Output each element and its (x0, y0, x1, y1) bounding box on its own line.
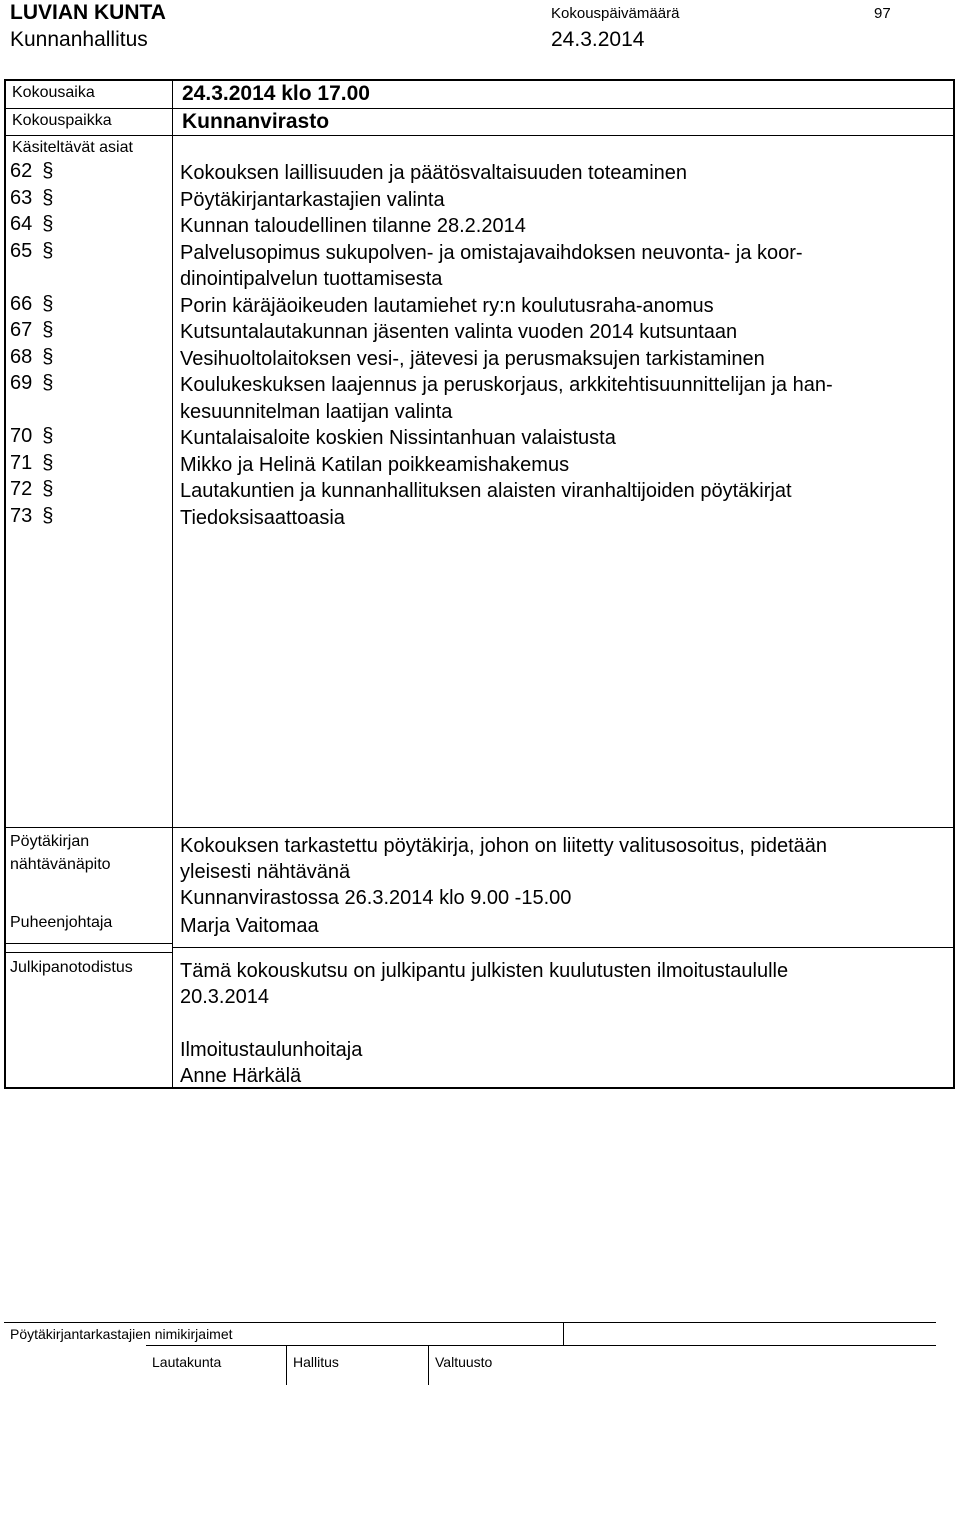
agenda-item-number (10, 346, 53, 369)
meeting-date: 24.3.2014 (551, 28, 645, 51)
agenda-item-number (10, 187, 53, 210)
signatures-divider (563, 1322, 564, 1345)
agenda-number-text: 65 (10, 239, 33, 262)
agenda-number-text: 70 (10, 425, 33, 447)
agenda-number-text: 64 (10, 213, 33, 235)
agenda-item-number (10, 425, 53, 448)
signatures-title: Pöytäkirjantarkastajien nimikirjaimet (10, 1326, 233, 1342)
row-divider (172, 947, 953, 948)
column-divider (172, 81, 173, 1087)
governing-body: Kunnanhallitus (10, 28, 148, 51)
agenda-item-title: dinointipalvelun tuottamisesta (180, 268, 443, 290)
meeting-place-label: Kokouspaikka (12, 112, 112, 129)
agenda-item-number (10, 293, 53, 316)
section-symbol: § (42, 478, 54, 500)
agenda-item-number (10, 160, 53, 183)
section-symbol: § (42, 451, 54, 474)
display-label-2: nähtävänäpito (10, 856, 111, 873)
agenda-item-title: Koulukeskuksen laajennus ja peruskorjaus, arkkitehtisuunnittelijan ja han- (180, 374, 833, 396)
notice-role: Ilmoitustaulunhoitaja (180, 1039, 363, 1061)
section-symbol: § (42, 425, 54, 447)
section-symbol: § (42, 372, 54, 394)
display-line-2: yleisesti nähtävänä (180, 861, 351, 883)
agenda-item-title: Lautakuntien ja kunnanhallituksen alaisten viranhaltijoiden pöytäkirjat (180, 480, 792, 502)
row-divider (6, 827, 953, 828)
display-line-1: Kokouksen tarkastettu pöytäkirja, johon on liitetty valitusosoitus, pidetään (180, 835, 828, 857)
agenda-item-title: Kunnan taloudellinen tilanne 28.2.2014 (180, 215, 526, 237)
section-symbol: § (42, 213, 54, 235)
meeting-time-value: 24.3.2014 klo 17.00 (182, 82, 370, 105)
agenda-item-title: kesuunnitelman laatijan valinta (180, 400, 453, 423)
notice-label: Julkipanotodistus (10, 959, 133, 976)
row-divider (6, 952, 172, 953)
agenda-item-title: Mikko ja Helinä Katilan poikkeamishakemus (180, 453, 570, 476)
agenda-number-text: 66 (10, 292, 33, 315)
signatures-divider (286, 1345, 287, 1385)
notice-line-1: Tämä kokouskutsu on julkipantu julkisten kuulutusten ilmoitustaululle (180, 960, 789, 982)
agenda-item-title: Vesihuoltolaitoksen vesi-, jätevesi ja perusmaksujen tarkistaminen (180, 347, 765, 370)
agenda-number-text: 68 (10, 345, 33, 368)
chair-name: Marja Vaitomaa (180, 915, 319, 937)
meeting-date-label: Kokouspäivämäärä (551, 5, 680, 22)
section-symbol: § (42, 292, 54, 315)
agenda-item-title: Tiedoksisaattoasia (180, 506, 345, 529)
meeting-place-value: Kunnanvirasto (182, 110, 330, 133)
section-symbol: § (42, 504, 54, 527)
display-line-3: Kunnanvirastossa 26.3.2014 klo 9.00 -15.00 (180, 887, 572, 909)
section-symbol: § (42, 345, 54, 368)
agenda-number-text: 67 (10, 319, 33, 341)
agenda-item-title: Kutsuntalautakunnan jäsenten valinta vuoden 2014 kutsuntaan (180, 321, 738, 343)
agenda-number-text: 63 (10, 186, 33, 209)
agenda-item-title: Porin käräjäoikeuden lautamiehet ry:n koulutusraha-anomus (180, 294, 714, 317)
meeting-time-label: Kokousaika (12, 84, 95, 101)
notice-line-2: 20.3.2014 (180, 986, 269, 1008)
signature-column-lautakunta: Lautakunta (152, 1354, 222, 1370)
organization-name: LUVIAN KUNTA (10, 1, 166, 24)
agenda-item-number (10, 372, 53, 395)
agenda-item-number (10, 240, 53, 263)
agenda-number-text: 71 (10, 451, 33, 474)
notice-name: Anne Härkälä (180, 1065, 302, 1087)
signatures-rule (4, 1322, 936, 1323)
agenda-item-title: Kuntalaisaloite koskien Nissintanhuan valaistusta (180, 427, 616, 449)
signature-column-valtuusto: Valtuusto (435, 1354, 493, 1370)
agenda-number-text: 72 (10, 478, 33, 500)
section-symbol: § (42, 160, 54, 182)
row-divider (6, 108, 953, 109)
agenda-number-text: 62 (10, 160, 33, 182)
signature-column-hallitus: Hallitus (293, 1354, 339, 1370)
agenda-item-title: Kokouksen laillisuuden ja päätösvaltaisuuden toteaminen (180, 162, 688, 184)
agenda-item-title: Palvelusopimus sukupolven- ja omistajavaihdoksen neuvonta- ja koor- (180, 241, 803, 264)
agenda-item-title: Pöytäkirjantarkastajien valinta (180, 188, 445, 211)
chair-label: Puheenjohtaja (10, 914, 113, 931)
signatures-divider (428, 1345, 429, 1385)
section-symbol: § (42, 186, 54, 209)
row-divider (6, 943, 172, 944)
display-label-1: Pöytäkirjan (10, 833, 90, 850)
agenda-item-number (10, 213, 53, 236)
agenda-item-number (10, 452, 53, 475)
section-symbol: § (42, 239, 54, 262)
signatures-divider (146, 1345, 936, 1346)
section-symbol: § (42, 319, 54, 341)
row-divider (6, 135, 953, 136)
agenda-item-number (10, 478, 53, 501)
agenda-number-text: 69 (10, 372, 33, 394)
page-number: 97 (874, 5, 891, 22)
agenda-item-number (10, 319, 53, 342)
agenda-number-text: 73 (10, 504, 33, 527)
agenda-items-label: Käsiteltävät asiat (12, 139, 133, 156)
agenda-item-number (10, 505, 53, 528)
